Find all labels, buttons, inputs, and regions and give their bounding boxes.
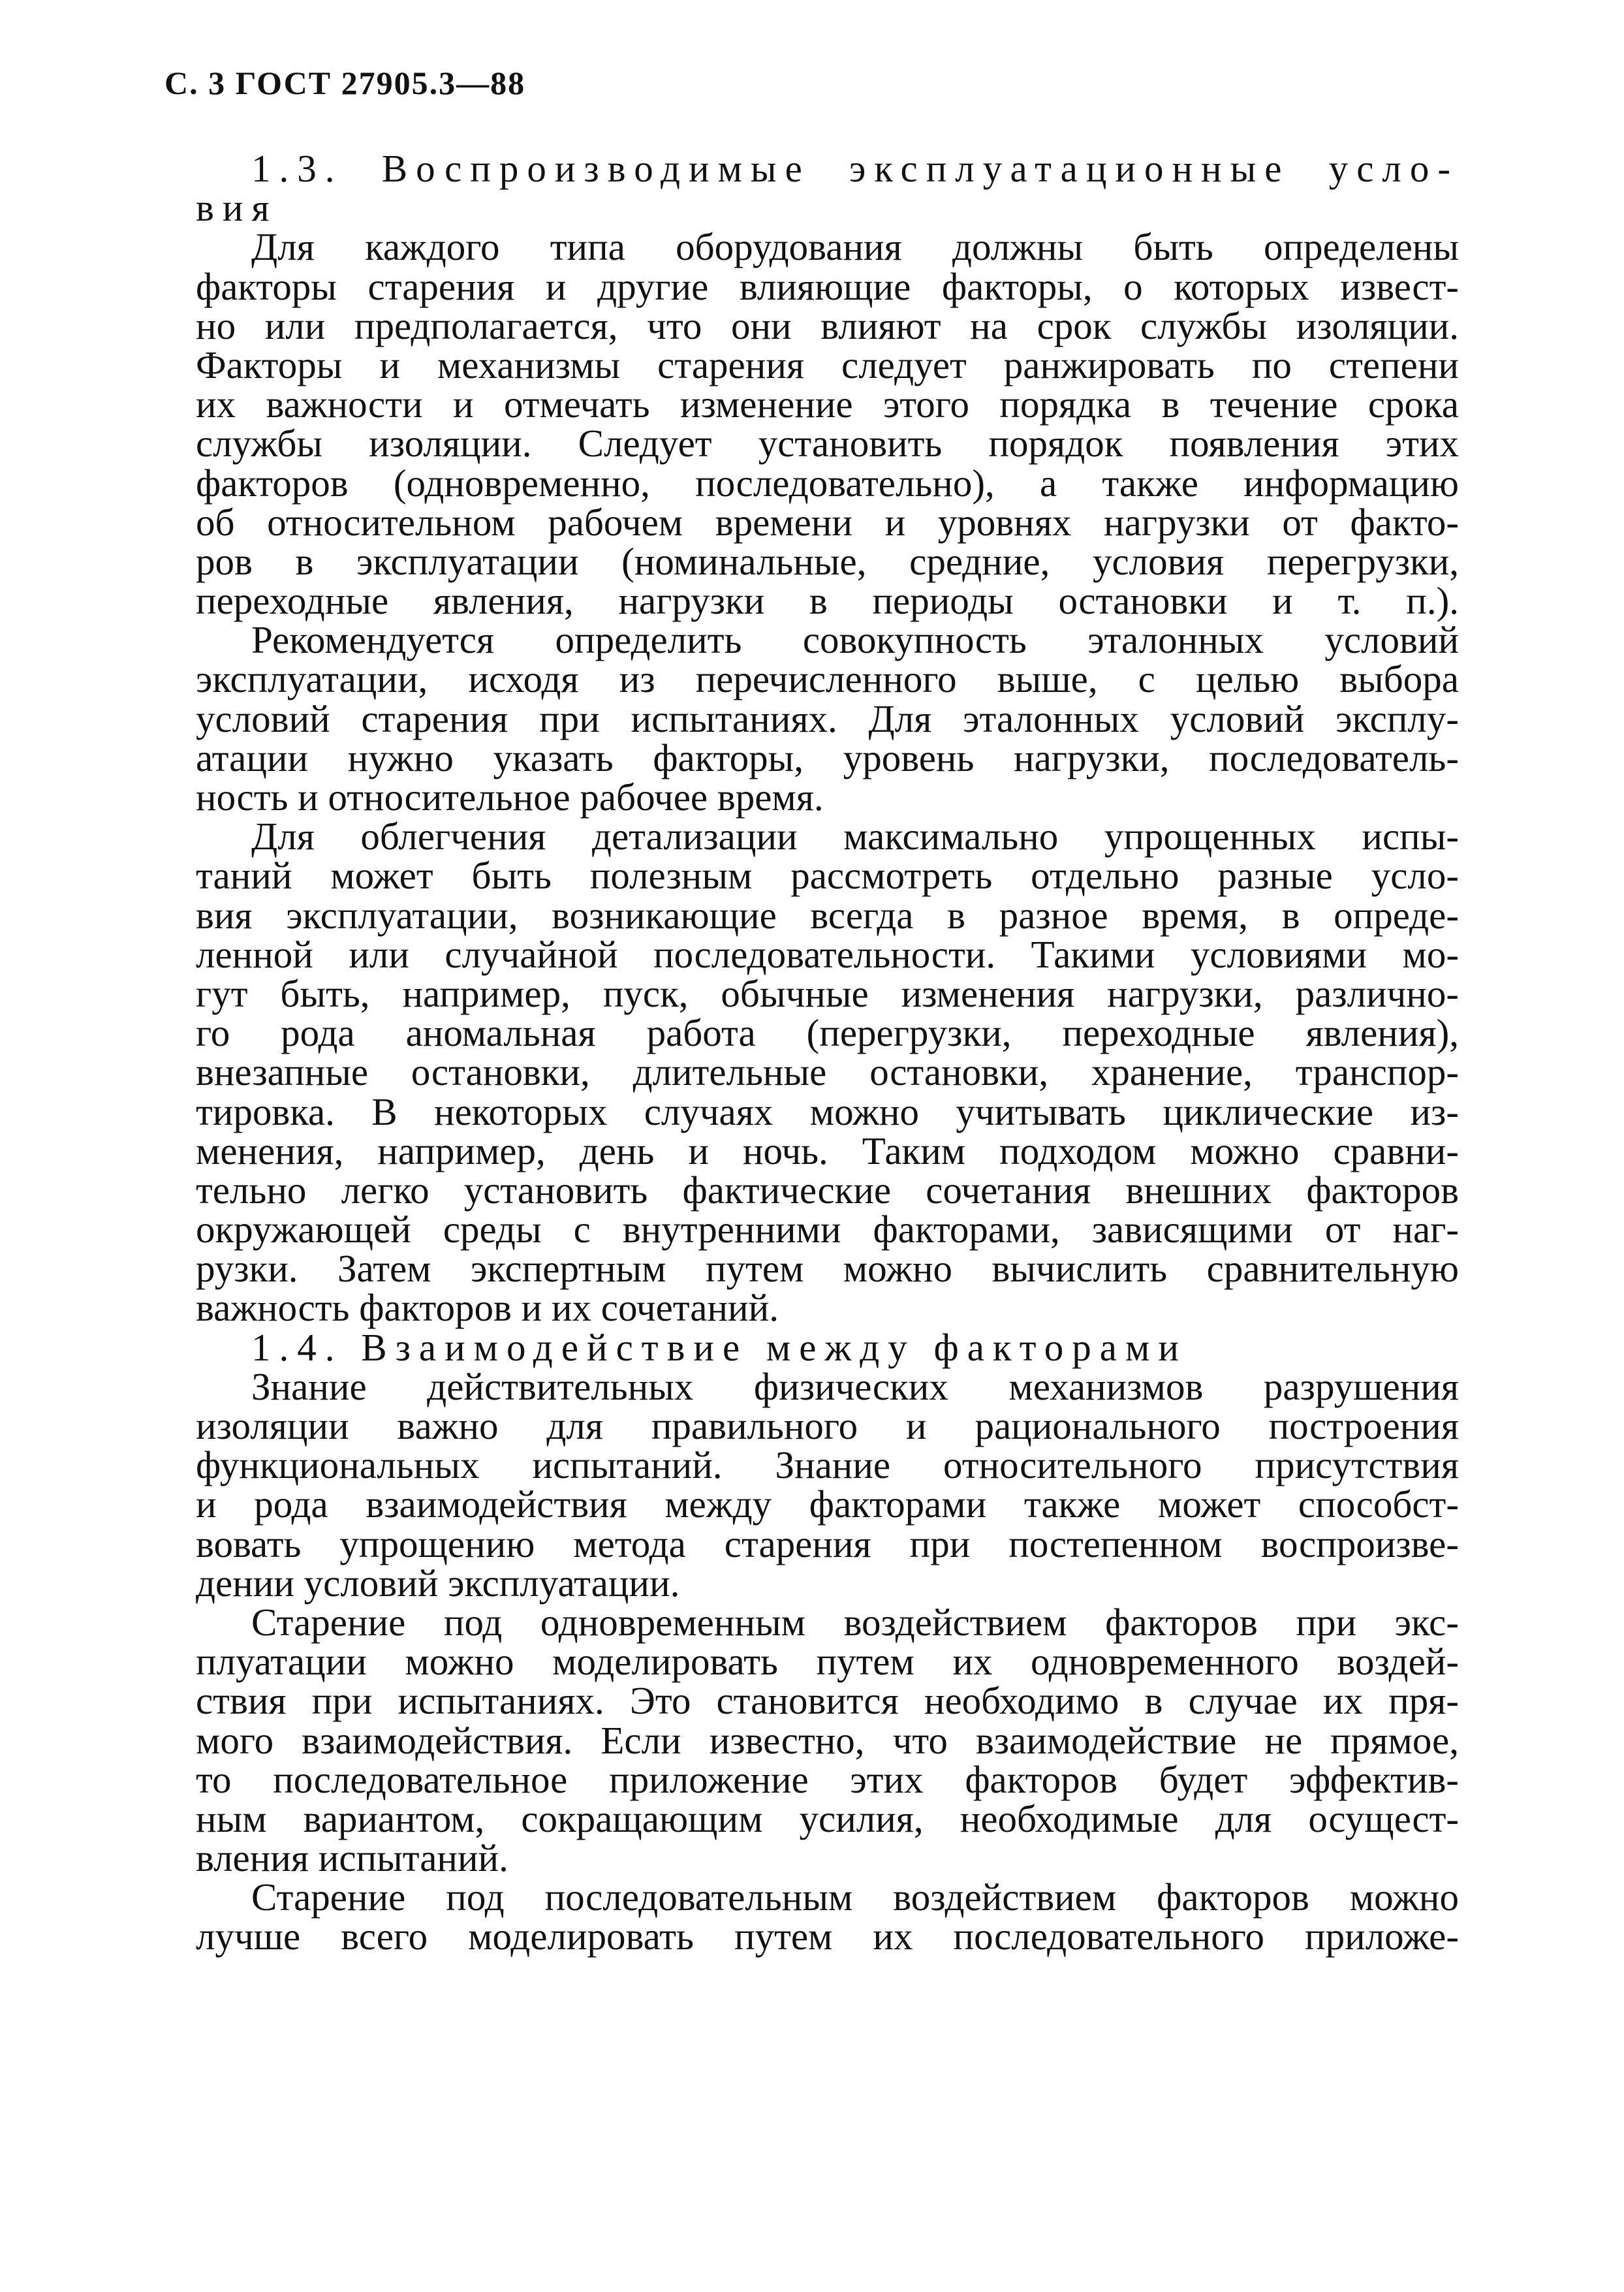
text-line: факторов (одновременно, последовательно), а также информацию bbox=[196, 461, 1459, 505]
text-line: окружающей среды с внутренними факторами, зависящими от наг- bbox=[196, 1208, 1459, 1251]
text-line: дении условий эксплуатации. bbox=[196, 1561, 680, 1605]
text-line: переходные явления, нагрузки в периоды остановки и т. п.). bbox=[196, 579, 1459, 623]
text-line: ность и относительное рабочее время. bbox=[196, 776, 824, 819]
text-line: то последовательное приложение этих факторов будет эффектив- bbox=[196, 1757, 1459, 1801]
text-line: таний может быть полезным рассмотреть отдельно разные усло- bbox=[196, 854, 1459, 898]
text-line: важность факторов и их сочетаний. bbox=[196, 1286, 779, 1330]
text-line: плуатации можно моделировать путем их одновременного воздей- bbox=[196, 1640, 1459, 1684]
text-line: факторы старения и другие влияющие факторы, о которых извест- bbox=[196, 264, 1459, 308]
section-heading-1-4: 1.4. Взаимодействие между факторами bbox=[251, 1325, 1187, 1369]
text-line: го рода аномальная работа (перегрузки, переходные явления), bbox=[196, 1011, 1459, 1055]
text-line: изоляции важно для правильного и рационального построения bbox=[196, 1404, 1459, 1447]
text-line: ствия при испытаниях. Это становится необходимо в случае их пря- bbox=[196, 1679, 1459, 1723]
text-line: Знание действительных физических механизмов разрушения bbox=[251, 1364, 1459, 1408]
text-line: и рода взаимодействия между факторами также может способст- bbox=[196, 1483, 1459, 1526]
document-body bbox=[196, 149, 1459, 1956]
text-line: рузки. Затем экспертным путем можно вычислить сравнительную bbox=[196, 1247, 1459, 1291]
section-heading-1-3: 1.3. Воспроизводимые эксплуатационные усло- bbox=[251, 147, 1459, 190]
section-heading-1-3-cont: вия bbox=[196, 186, 278, 230]
text-line: но или предполагается, что они влияют на срок службы изоляции. bbox=[196, 304, 1459, 347]
text-line: внезапные остановки, длительные остановки, хранение, транспор- bbox=[196, 1050, 1459, 1094]
text-line: условий старения при испытаниях. Для эталонных условий эксплу- bbox=[196, 697, 1459, 740]
text-line: лучше всего моделировать путем их последовательного приложе- bbox=[196, 1915, 1459, 1958]
page-header: С. 3 ГОСТ 27905.3—88 bbox=[164, 65, 526, 101]
text-line: вия эксплуатации, возникающие всегда в разное время, в опреде- bbox=[196, 893, 1459, 937]
text-line: службы изоляции. Следует установить порядок появления этих bbox=[196, 422, 1459, 465]
text-line: эксплуатации, исходя из перечисленного выше, с целью выбора bbox=[196, 657, 1459, 701]
text-line: менения, например, день и ночь. Таким подходом можно сравни- bbox=[196, 1129, 1459, 1172]
text-line: вовать упрощению метода старения при постепенном воспроизве- bbox=[196, 1522, 1459, 1565]
text-line: Для каждого типа оборудования должны быть определены bbox=[251, 225, 1459, 269]
text-line: Рекомендуется определить совокупность эталонных условий bbox=[251, 618, 1459, 662]
text-line: атации нужно указать факторы, уровень нагрузки, последователь- bbox=[196, 736, 1459, 779]
text-line: Старение под одновременным воздействием факторов при экс- bbox=[251, 1600, 1459, 1644]
text-line: тировка. В некоторых случаях можно учитывать циклические из- bbox=[196, 1090, 1459, 1133]
text-line: об относительном рабочем времени и уровнях нагрузки от факто- bbox=[196, 500, 1459, 544]
text-line: вления испытаний. bbox=[196, 1836, 508, 1880]
text-line: ров в эксплуатации (номинальные, средние, условия перегрузки, bbox=[196, 539, 1459, 583]
text-line: мого взаимодействия. Если известно, что взаимодействие не прямое, bbox=[196, 1718, 1459, 1762]
text-line: Для облегчения детализации максимально упрощенных испы- bbox=[251, 815, 1459, 858]
text-line: функциональных испытаний. Знание относительного присутствия bbox=[196, 1443, 1459, 1487]
text-line: тельно легко установить фактические сочетания внешних факторов bbox=[196, 1168, 1459, 1212]
text-line: ленной или случайной последовательности. Такими условиями мо- bbox=[196, 932, 1459, 976]
text-line: гут быть, например, пуск, обычные изменения нагрузки, различно- bbox=[196, 971, 1459, 1015]
text-line: ным вариантом, сокращающим усилия, необходимые для осущест- bbox=[196, 1797, 1459, 1840]
text-line: их важности и отмечать изменение этого порядка в течение срока bbox=[196, 383, 1459, 426]
text-line: Старение под последовательным воздействием факторов можно bbox=[251, 1876, 1459, 1919]
text-line: Факторы и механизмы старения следует ранжировать по степени bbox=[196, 343, 1459, 386]
